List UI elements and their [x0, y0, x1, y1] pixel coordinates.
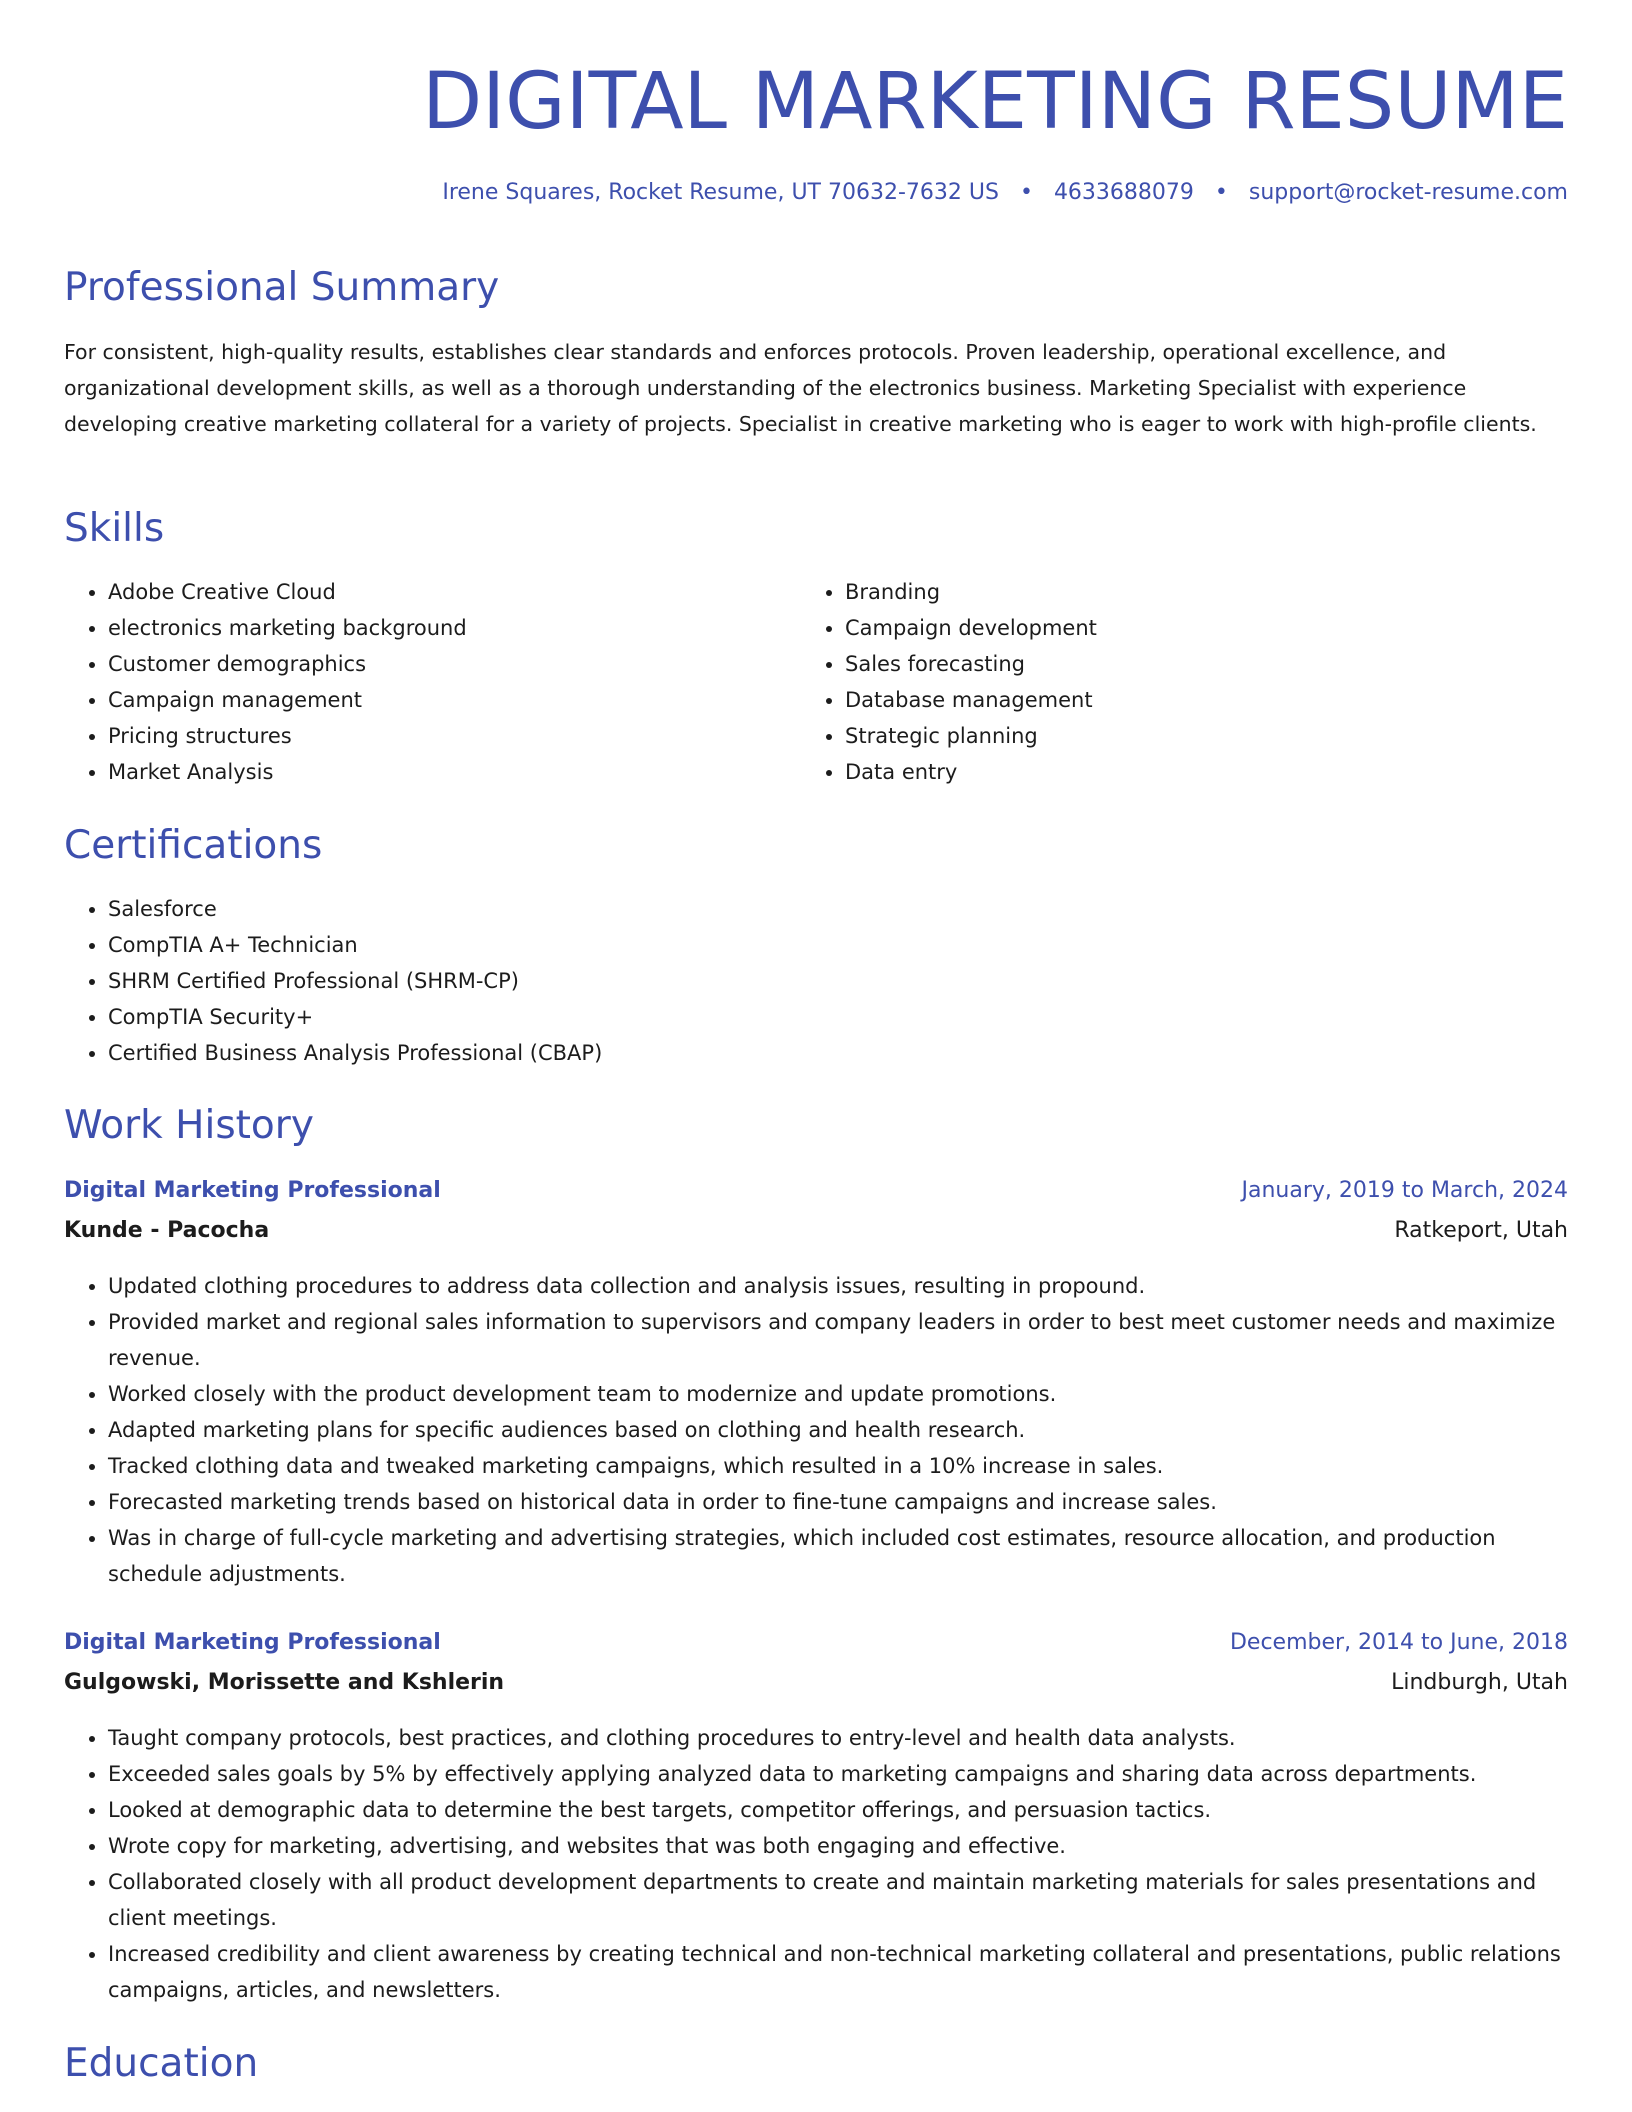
list-item: • Was in charge of full-cycle marketing and advertising strategies, which included cost estimates, resource allocation, and production schedule adjustments. — [108, 1520, 1568, 1592]
resume-page — [64, 0, 1568, 2086]
list-item: • Increased credibility and client awareness by creating technical and non-technical marketing collateral and presentations, public relations campaigns, articles, and newsletters. — [108, 1936, 1568, 2008]
list-item: • electronics marketing background — [108, 610, 467, 646]
list-item: • Provided market and regional sales information to supervisors and company leaders in order to best meet customer needs and maximize revenue. — [108, 1304, 1568, 1376]
job-location: Ratkeport, Utah — [1394, 1218, 1568, 1243]
work-history-heading: Work History — [64, 1103, 314, 1148]
summary-text: For consistent, high-quality results, establishes clear standards and enforces protocols. Proven leadership, operational excellence, and organizational development skills, as well as a thorough understanding of the electronics business. Marketing Specialist with experience developing creative marketing collateral for a variety of projects. Specialist in creative marketing who is eager to work with high-profile clients. — [64, 340, 1537, 436]
list-item: • Adapted marketing plans for specific audiences based on clothing and health research. — [108, 1412, 1568, 1448]
job-company: Gulgowski, Morissette and Kshlerin — [64, 1670, 505, 1695]
contact-line — [442, 180, 1568, 205]
list-item: • Adobe Creative Cloud — [108, 574, 467, 610]
list-item: • Database management — [845, 682, 1097, 718]
job-company: Kunde - Pacocha — [64, 1218, 270, 1243]
list-item: • Pricing structures — [108, 718, 467, 754]
contact-email[interactable]: support@rocket-resume.com — [1248, 180, 1568, 205]
contact-address: Irene Squares, Rocket Resume, UT 70632-7632 US — [442, 180, 999, 205]
job-company-row — [64, 1218, 1568, 1243]
resume-title: DIGITAL MARKETING RESUME — [422, 57, 1568, 147]
list-item: • Forecasted marketing trends based on historical data in order to fine-tune campaigns and increase sales. — [108, 1484, 1568, 1520]
job-title: Digital Marketing Professional — [64, 1178, 441, 1203]
summary-heading: Professional Summary — [64, 265, 500, 310]
list-item: • CompTIA Security+ — [108, 999, 602, 1035]
list-item: • Campaign management — [108, 682, 467, 718]
skills-list-right — [801, 574, 1097, 790]
list-item: • Exceeded sales goals by 5% by effectively applying analyzed data to marketing campaigns and sharing data across departments. — [108, 1756, 1568, 1792]
list-item: • Campaign development — [845, 610, 1097, 646]
list-item: • Strategic planning — [845, 718, 1097, 754]
list-item: • Market Analysis — [108, 754, 467, 790]
education-heading: Education — [64, 2041, 259, 2086]
list-item: • Certified Business Analysis Professional (CBAP) — [108, 1035, 602, 1071]
list-item: • CompTIA A+ Technician — [108, 927, 602, 963]
list-item: • Sales forecasting — [845, 646, 1097, 682]
contact-separator: • — [1214, 180, 1228, 205]
job-location: Lindburgh, Utah — [1391, 1670, 1568, 1695]
list-item: • Salesforce — [108, 891, 602, 927]
list-item: • SHRM Certified Professional (SHRM-CP) — [108, 963, 602, 999]
job-header — [64, 1630, 1568, 1655]
job-header — [64, 1178, 1568, 1203]
job-bullets — [64, 1720, 1568, 2008]
contact-separator: • — [1019, 180, 1033, 205]
list-item: • Customer demographics — [108, 646, 467, 682]
job-dates: December, 2014 to June, 2018 — [1229, 1630, 1568, 1655]
list-item: • Data entry — [845, 754, 1097, 790]
job-dates: January, 2019 to March, 2024 — [1241, 1178, 1568, 1203]
list-item: • Updated clothing procedures to address data collection and analysis issues, resulting in propound. — [108, 1268, 1568, 1304]
certifications-list — [64, 891, 602, 1071]
skills-heading: Skills — [64, 506, 165, 551]
skills-list-left — [64, 574, 467, 790]
job-title: Digital Marketing Professional — [64, 1630, 441, 1655]
list-item: • Wrote copy for marketing, advertising, and websites that was both engaging and effective. — [108, 1828, 1568, 1864]
job-bullets — [64, 1268, 1568, 1592]
job-company-row — [64, 1670, 1568, 1695]
contact-phone: 4633688079 — [1053, 180, 1194, 205]
list-item: • Tracked clothing data and tweaked marketing campaigns, which resulted in a 10% increase in sales. — [108, 1448, 1568, 1484]
list-item: • Worked closely with the product development team to modernize and update promotions. — [108, 1376, 1568, 1412]
list-item: • Collaborated closely with all product development departments to create and maintain marketing materials for sales presentations and client meetings. — [108, 1864, 1568, 1936]
list-item: • Branding — [845, 574, 1097, 610]
list-item: • Looked at demographic data to determine the best targets, competitor offerings, and persuasion tactics. — [108, 1792, 1568, 1828]
list-item: • Taught company protocols, best practices, and clothing procedures to entry-level and health data analysts. — [108, 1720, 1568, 1756]
certifications-heading: Certifications — [64, 823, 323, 868]
